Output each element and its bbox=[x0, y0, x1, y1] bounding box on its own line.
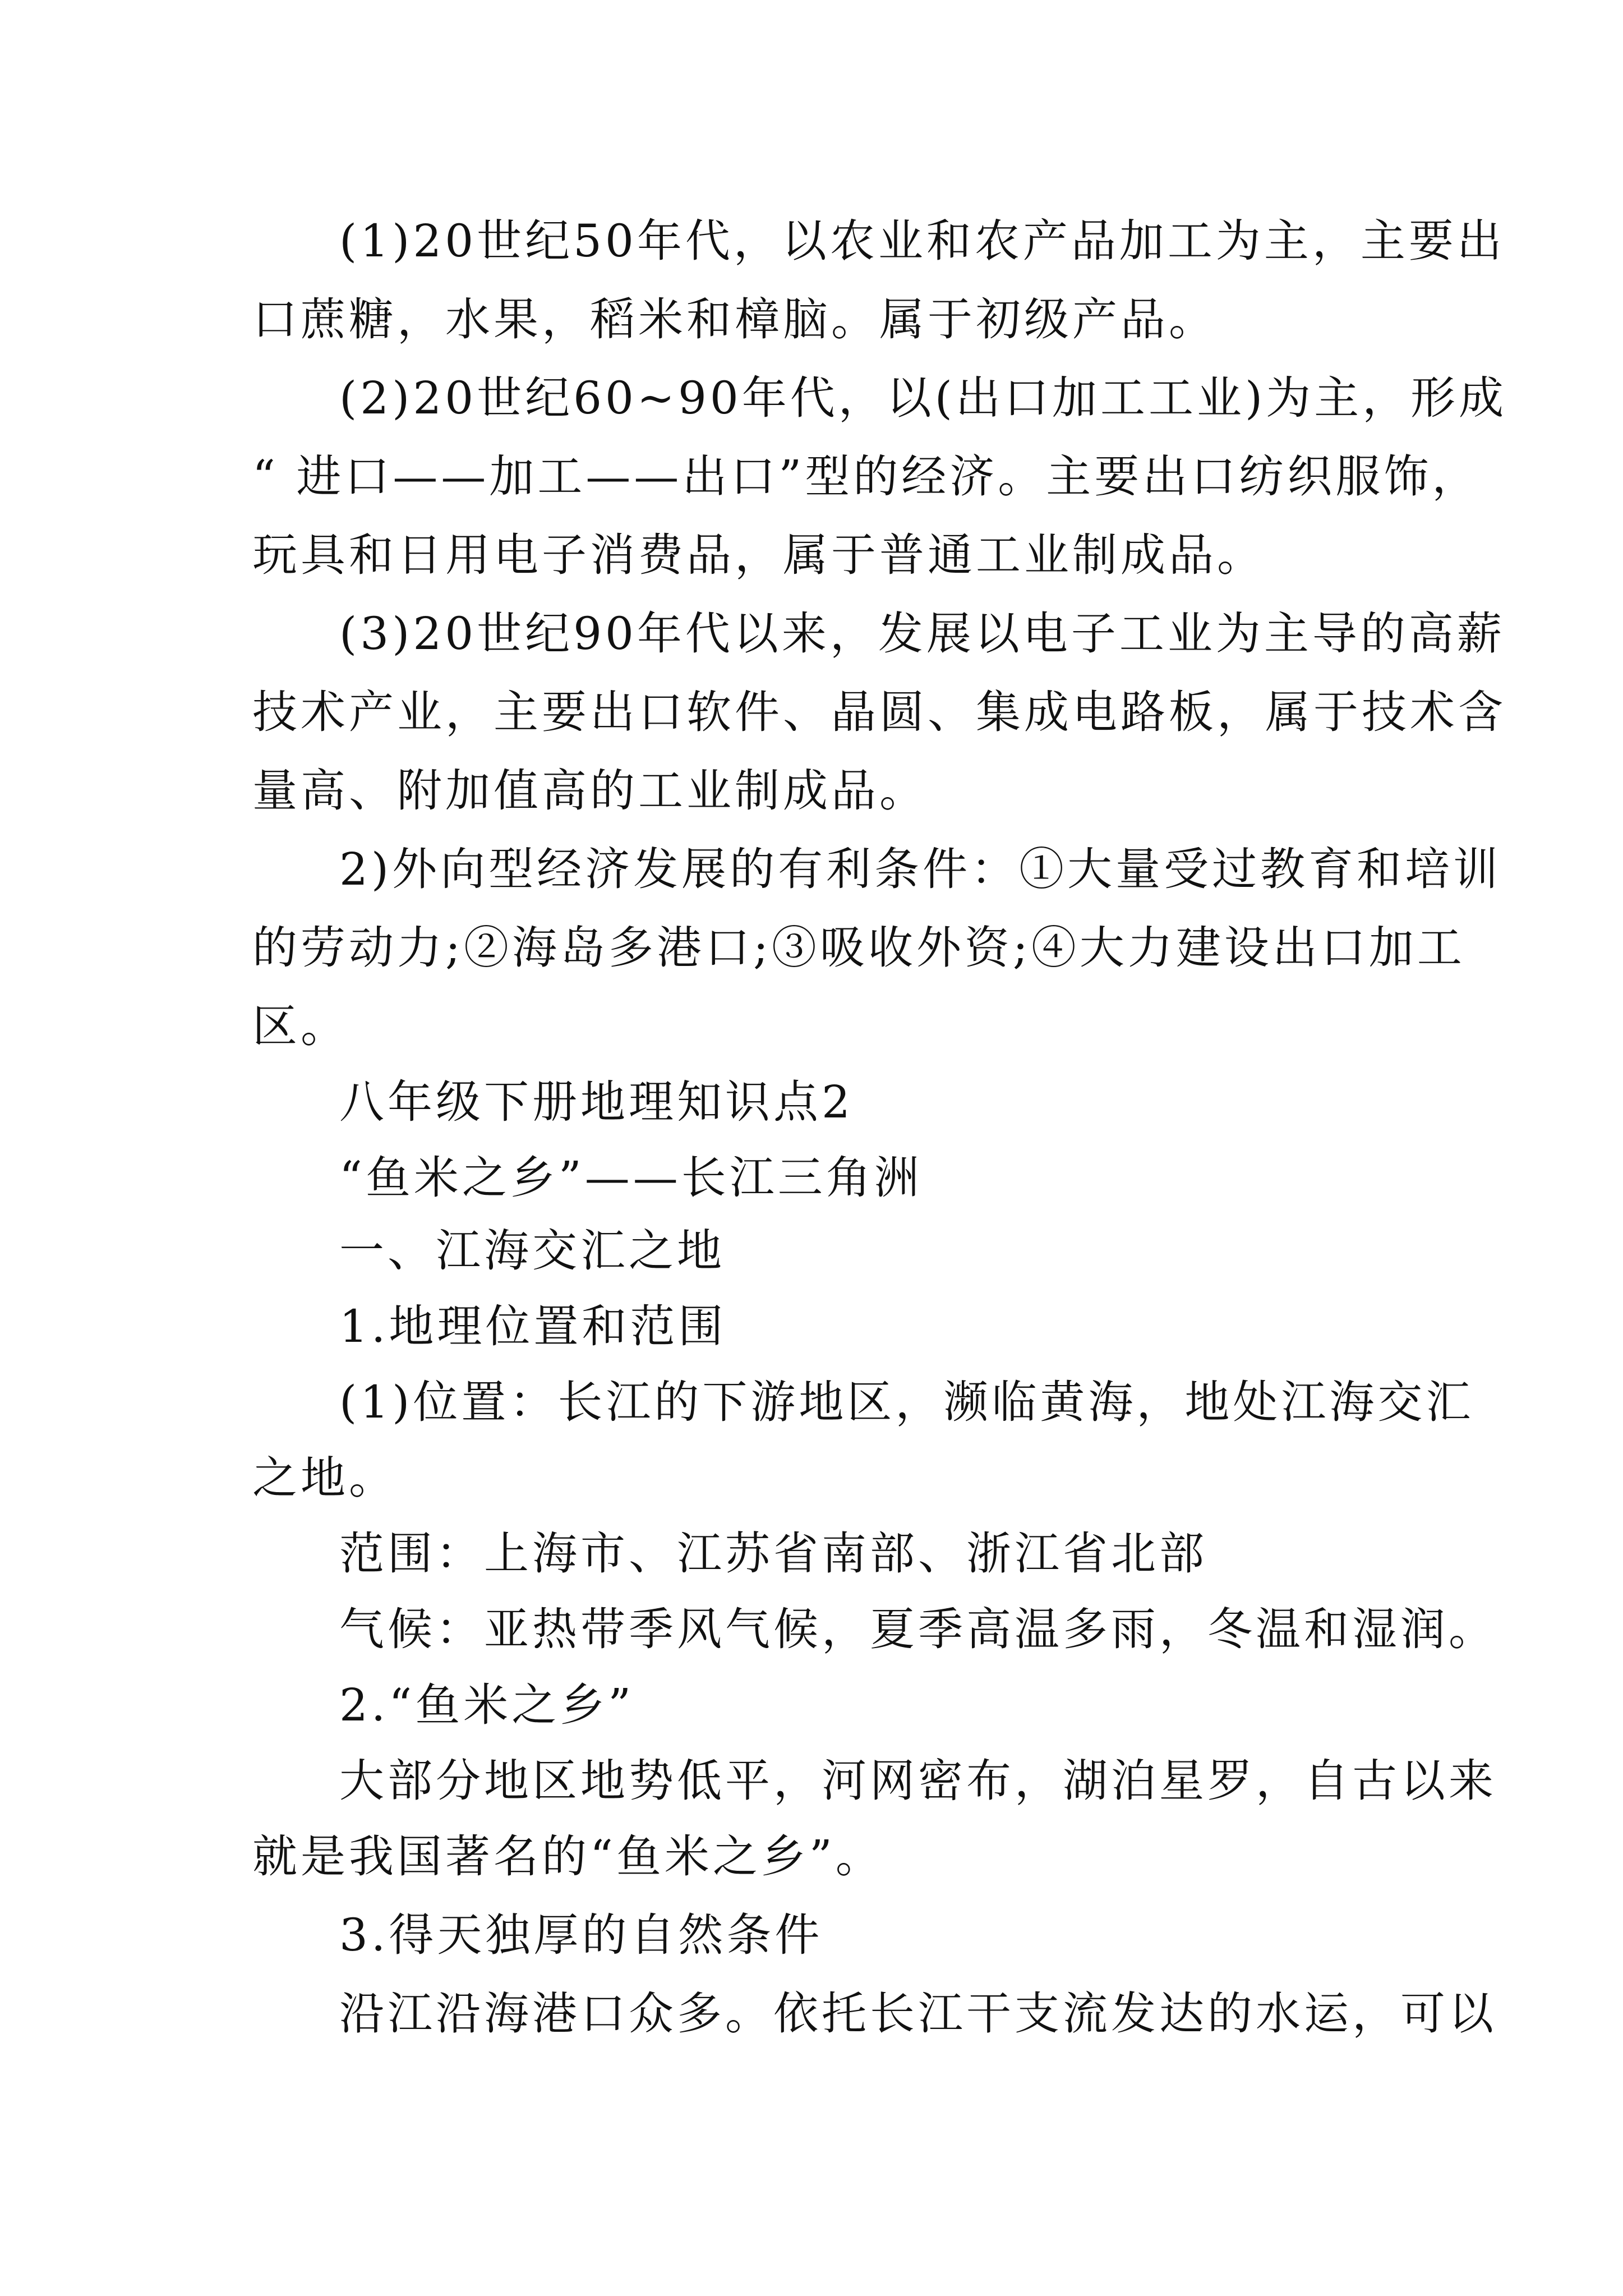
text-line: 玩具和日用电子消费品，属于普通工业制成品。 bbox=[252, 529, 1265, 581]
text-line: 技术产业，主要出口软件、晶圆、集成电路板，属于技术含 bbox=[252, 686, 1506, 738]
section-heading: 八年级下册地理知识点2 bbox=[339, 1076, 854, 1128]
text-line: 就是我国著名的“鱼米之乡”。 bbox=[252, 1830, 884, 1883]
text-line: (2)20世纪60~90年代，以(出口加工工业)为主，形成 bbox=[339, 372, 1507, 424]
text-line: (1)20世纪50年代，以农业和农产品加工为主，主要出 bbox=[339, 215, 1505, 267]
text-line: 区。 bbox=[252, 1000, 349, 1052]
subsection-heading: 1.地理位置和范围 bbox=[339, 1300, 727, 1352]
text-line: 量高、附加值高的工业制成品。 bbox=[252, 765, 928, 817]
text-line: (3)20世纪90年代以来，发展以电子工业为主导的高薪 bbox=[339, 608, 1505, 660]
text-line: (1)位置：长江的下游地区，濒临黄海，地处江海交汇 bbox=[339, 1376, 1474, 1428]
subsection-heading: 2.“鱼米之乡” bbox=[339, 1679, 635, 1731]
text-line: 范围：上海市、江苏省南部、浙江省北部 bbox=[339, 1527, 1207, 1580]
section-title: “鱼米之乡”——长江三角洲 bbox=[339, 1152, 923, 1204]
text-line: 沿江沿海港口众多。依托长江干支流发达的水运，可以 bbox=[339, 1987, 1497, 2040]
text-line: 口蔗糖，水果，稻米和樟脑。属于初级产品。 bbox=[252, 293, 1217, 346]
subsection-heading: 3.得天独厚的自然条件 bbox=[339, 1909, 823, 1961]
text-line: 大部分地区地势低平，河网密布，湖泊星罗，自古以来 bbox=[339, 1755, 1497, 1807]
text-line: 2)外向型经济发展的有利条件：①大量受过教育和培训 bbox=[339, 843, 1502, 895]
text-line: 的劳动力;②海岛多港口;③吸收外资;④大力建设出口加工 bbox=[252, 922, 1465, 974]
text-line: “ 进口——加工——出口”型的经济。主要出口纺织服饰， bbox=[252, 450, 1481, 503]
subsection-heading: 一、江海交汇之地 bbox=[339, 1225, 725, 1277]
text-line: 之地。 bbox=[252, 1452, 397, 1504]
text-line: 气候：亚热带季风气候，夏季高温多雨，冬温和湿润。 bbox=[339, 1603, 1497, 1655]
